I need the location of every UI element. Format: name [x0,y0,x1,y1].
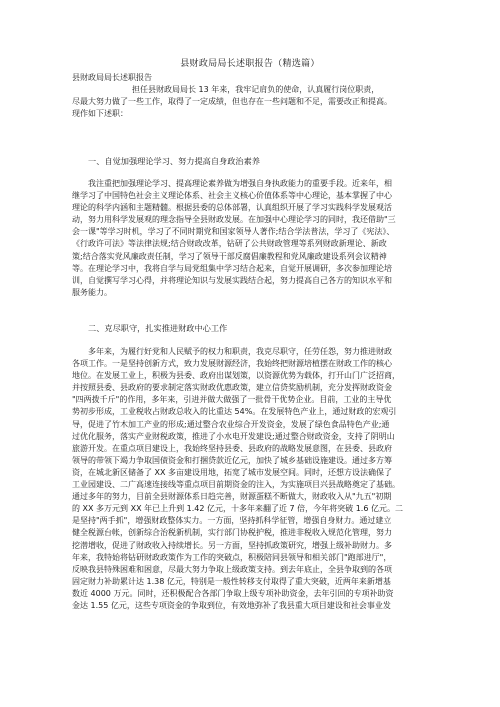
section-heading: 一、自觉加强理论学习、努力提高自身政治素养 [88,156,260,166]
intro-line: 现作如下述职： [72,109,128,119]
paragraph-line: 领导的带领下竭力争取国债资金和打捆贷款近亿元，加快了城乡基础设施建设。通过多方筹 [72,455,392,465]
paragraph-line: 会一课"等学习时机，学习了不同时期党和国家领导人著作;结合学法普法，学习了《宪法》、 [72,227,395,237]
paragraph-line: 服务能力。 [72,287,112,297]
paragraph-line: 金达 1.55 亿元，这些专项资金的争取到位，有效地弥补了我县重大项目建设和社会事业发 [72,600,391,610]
intro-line: 尽最大努力做了一些工作，取得了一定成绩，但也存在一些问题和不足，需要改正和提高。 [72,97,392,107]
paragraph-line: 通过多年的努力，目前全县财源体系日趋完善，财源蛋糕不断做大，财政收入从"九五"初期 [72,492,392,502]
paragraph-line: 并按照县委、县政府的要求制定落实财政优惠政策，建立信贷奖励机制，充分发挥财政资金 [72,383,392,393]
paragraph-line: 工业园建设、二广高速连接线等重点项目前期资金的注入，为实施项目兴县战略奠定了基础。 [72,480,400,490]
paragraph-line: 资，在城北新区储备了 XX 多亩建设用地，拓宽了城市发展空间。同时，还想方设法确保了 [72,467,393,477]
paragraph-line: 多年来，为履行好党和人民赋予的权力和职责，我克尽职守，任劳任怨，努力推进财政 [88,347,392,356]
paragraph-line: 数近 4000 万元。同时，还积极配合各部门争取上级专项补助资金，去年引回的专项补助资 [72,588,394,598]
paragraph-line: 固定财力补助累计达 1.38 亿元，特别是一般性转移支付取得了重大突破，近两年来新增基 [72,576,391,586]
paragraph-line: 的 XX 多万元到 XX 年已上升到 1.42 亿元，十多年来翻了近 7 倍，今年将突破 1.6 亿元。二 [72,504,403,514]
paragraph-line: 健全税源台帐，创新综合治税新机制，实行部门协税护税，推进非税收入规范化管理，努力 [72,528,392,538]
document-title: 县财政局局长述职报告（精选篇） [180,59,320,69]
paragraph-line: 策;结合落实党风廉政责任制，学习了领导干部反腐倡廉教程和党风廉政建设系列会议精神 [72,251,387,261]
section-1 [72,155,429,167]
section-1-body [72,178,429,299]
section-heading: 二、克尽职守，扎实推进财政中心工作 [88,323,228,333]
section-2 [72,322,429,334]
intro-line: 担任县财政局局长 13 年来，我牢记肩负的使命，认真履行岗位职责， [132,85,380,95]
paragraph-line: 势初步形成，工业税收占财政总收入的比重达 54%。在发展特色产业上，通过财政的宏观引 [72,407,397,417]
paragraph-line: 各项工作。一是坚持创新方式，致力发展财源经济，我始终把财源培植摆在财政工作的核心 [72,359,392,369]
section-2-body [72,346,429,612]
paragraph-line: 反映我县特殊困难和困意，尽最大努力争取上级政策支持。到去年底止，全县争取到的各项 [72,564,392,574]
paragraph-line: 过优化服务，落实产业财税政策，推进了小水电开发建设;通过整合财政资金，支持了阴明山 [72,431,395,441]
paragraph-line: 训，自觉撰写学习心得，并将理论知识与发展实践结合起，努力提高自己各方的知识水平和 [72,275,392,285]
paragraph-line: 旅游开发。在重点项目建设上，我始终坚持县委、县政府的战略发展意图，在县委、县政府 [72,443,392,453]
paragraph-line: 等。在理论学习中，我将自学与局党组集中学习结合起来，自觉开展调研，多次参加理论培 [72,263,392,273]
paragraph-line: 理论的科学内涵和主题精髓。根据县委的总体部署，认真组织开展了学习实践科学发展观活 [72,203,392,213]
intro-block [72,72,429,120]
paragraph-line: 《行政许可法》等法律法规;结合财政改革，钻研了公共财政管理等系列财政新理论、新政 [72,239,387,249]
paragraph-line: 挖潜增收，促进了财政收入持续增长。另一方面，坚持抓政策研究，增强上级补助财力。多 [72,540,392,550]
paragraph-line: 地位。在发展工业上，积极为县委、政府出谋划策，以资源优势为载体，打开山门广泛招商， [72,371,400,381]
paragraph-line: "四两拨千斤"的作用，多年来，引进并做大做强了一批骨干优势企业。目前，工业的主导优 [72,395,392,405]
paragraph-line: 是坚持"两手抓"，增强财政整体实力。一方面，坚持抓科学征管，增强自身财力。通过建立 [72,516,392,526]
paragraph-line: 导，促进了竹木加工产业的形成;通过整合农业综合开发资金，发展了绿色食品特色产业;通 [72,419,390,429]
paragraph-line: 我注重把加强理论学习、提高理论素养做为增强自身执政能力的重要手段。近来年，相 [88,179,392,188]
paragraph-line: 动，努力用科学发展观的理念指导全县财政发展。在加强中心理论学习的同时，我还借助"三 [72,215,396,225]
recipient-line: 县财政局局长述职报告 [72,73,152,82]
paragraph-line: 继学习了中国特色社会主义理论体系、社会主义核心价值体系等中心理论，基本掌握了中心 [72,191,392,201]
paragraph-line: 年来，我特始将钻研财政政策作为工作的突破点，积极陪同县领导和相关部门"跑部进厅"， [72,552,392,562]
